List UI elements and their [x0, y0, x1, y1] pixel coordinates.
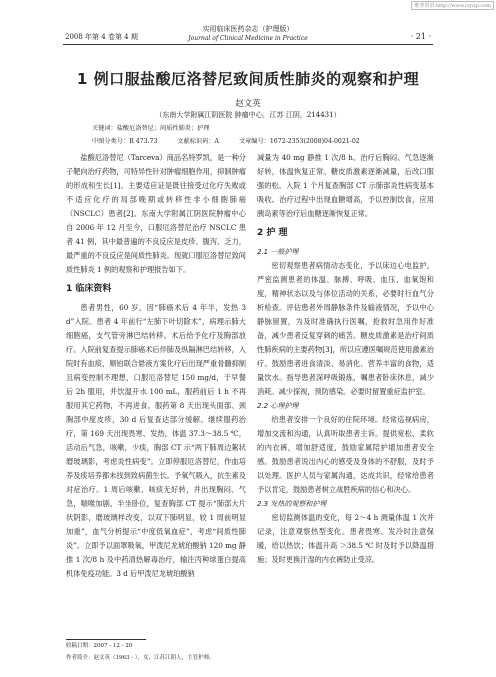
author-bio: 作者简介：赵文英（1963 - ），女，江苏江阴人，主管护师。 [66, 655, 215, 661]
subsection-2-3-label: 2.3 发热的观察和护理 [257, 500, 327, 508]
section-1-heading: 1 临床资料 [66, 284, 112, 294]
clinical-data-paragraph: 患者男性，60 岁，因“肺癌术后 4 年半，发热 3 d”入院。患者 4 年前行“左肺下叶切除术”，病理示肺大细胞癌，支气管旁淋巴结转移。术后给予化疗及胸部放疗。入院前复查提示肺癌术后伴肺及纵隔淋巴结转移，入院时有血痰，顺铂联合悬液方案化疗后出现严重骨髓抑制且病变控制不理想，口服厄洛替尼 150 mg/d，于早餐后 2h 服用，并饮温开水 100 mL，服药前后 1 h 不再服用其它药物，不再进食。服药第 8 天出现头面部、颈胸部中度皮疹，30 d 后复查达部分缓解。继续服药治疗，第 169 天出现畏寒、发热，体温 37.3～38.5 ℃，活动后气急，咳嗽，少痰，胸部 CT 示“两下肺周边絮状磨玻璃影，考虑炎性病变”。立即停服厄洛替尼，作血培养及痰培养都未找到致病菌生长。予氧气吸入，抗生素及对症治疗。1 周后咳嗽、咳痰无好转，并出现胸闷、气急，喘喉加剧，半坐卧位，复查胸部 CT 提示“肺部大片状阴影，磨玻璃样改变，以双下肺明显，较 1 周前明显加重”，血气分析提示“中度低氧血症”，考虑“间质性肺炎”。立即予以面罩吸氧，甲泼尼龙琥珀酸钠 120 mg 静推 1 次/8 h 及中药清热解毒治疗，输注丙种球蛋白提高机体免疫功能。3 d 后甲泼尼龙琥珀酸钠 [66, 303, 246, 578]
subsection-2-3-heading [257, 497, 434, 511]
subsection-2-1-heading [257, 245, 434, 259]
intro-paragraph: 盐酸厄洛替尼（Tarceva）商品名特罗凯，是一种分子靶向治疗药物，可特异性针对肿瘤细胞作用，抑制肿瘤的形成和生长[1]。主要适应证是既往接受过化疗失败或不适应化疗的局部晚期或转移性非小细胞肺癌（NSCLC）患者[2]。东南大学附属江阴医院肿瘤中心自 2006 年 12 月至今，口服厄洛替尼治疗 NSCLC 患者 41 例，其中最普遍的不良反应是皮疹、腹泻、乏力，最严重的不良反应是间质性肺炎。现就口服厄洛替尼致间质性肺炎 1 例的观察和护理报告如下。 [66, 153, 246, 274]
classification-line [92, 136, 378, 145]
fever-care-paragraph: 密切监测体温的变化，每 2～4 h 测量体温 1 次并记录，注意观察热型变化。患者畏寒、发冷时注意保暖，给以热饮；体温升高 ＞38.5 ℃ 时及时予以降温措施；及时更换汗湿的内衣裤防止受凉。 [257, 513, 434, 564]
author-affiliation: （东南大学附属江阴医院 肿瘤中心，江苏 江阴，214431） [155, 111, 341, 119]
continued-paragraph: 减量为 40 mg 静推 1 次/8 h。治疗后胸闷、气急逐渐好转，体温恢复正常。糖皮质激素逐渐减量，后改口服强的松。入院 1 个月复查胸部 CT 示肺部炎性病变基本吸收。治疗过程中出现血糖增高，予以控制饮食，应用胰岛素等治疗后血糖逐渐恢复正常。 [257, 153, 434, 218]
issue-info: 2008 年第 4 卷第 4 期 [65, 33, 138, 41]
author-name: 赵文英 [235, 99, 261, 109]
footnote-divider [66, 639, 146, 640]
right-column [257, 151, 434, 567]
article-title: 1 例口服盐酸厄洛替尼致间质性肺炎的观察和护理 [76, 70, 420, 88]
subsection-2-2-heading [257, 399, 434, 413]
journal-name [63, 25, 433, 43]
section-2-heading: 2 护 理 [257, 228, 288, 238]
journal-name-cn: 实用临床医药杂志（护理版） [202, 25, 294, 33]
document-code: 文献标识码：A [177, 138, 219, 145]
clc-number: 中图分类号：R 473.73 [92, 138, 158, 145]
left-column [66, 151, 246, 581]
subsection-2-2-label: 2.2 心理护理 [257, 402, 299, 410]
running-header [63, 22, 433, 45]
journal-name-en: Journal of Clinical Medicine in Practice [188, 35, 308, 42]
source-watermark[interactable]: 维普资讯 http://www.cqvip.com [411, 1, 494, 10]
subsection-2-1-label: 2.1 一般护理 [257, 248, 299, 256]
general-care-paragraph: 密切观察患者病情动态变化，予以床边心电监护，严密监测患者的体温、脉搏、呼吸、血压、血氧饱和度，精神状态以及与体位活动的关系，必要时行血气分析检查。评估患者外周静脉条件及输液情况，予以中心静脉留置，为及时准确执行医嘱，抢救时急用作好准备，减少患者反复穿刺的痛苦。糖皮质激素是治疗间质性肺疾病的主要药物[3]，所以应遵医嘱规范使用激素治疗。鼓励患者进食清淡、易消化、营养丰富的食物，适量饮水。指导患者深呼吸锻炼，嘱患者卧床休息，减少消耗。减少探视，预防感染。必要时留置重症监护室。 [257, 261, 434, 396]
psych-care-paragraph: 给患者安排一个良好的住院环境。经常巡视病房，增加交流和沟通，认真听取患者主诉。提供宽松、柔软的内衣裤，增加舒适度，鼓励家属陪护增加患者安全感。鼓励患者说出内心的感受及身体的不舒服，及时予以处理。医护人员与家属沟通，达成共识，经常给患者予以肯定，鼓励患者树立战胜疾病的信心和决心。 [257, 415, 434, 494]
keywords: 关键词：盐酸厄洛替尼；间质性肺炎；护理 [92, 125, 210, 132]
article-number: 文章编号：1672-2353(2008)04-0021-02 [238, 138, 360, 145]
page-number: · 21 · [410, 32, 431, 41]
received-date: 收稿日期：2007 - 12 - 20 [66, 643, 133, 649]
